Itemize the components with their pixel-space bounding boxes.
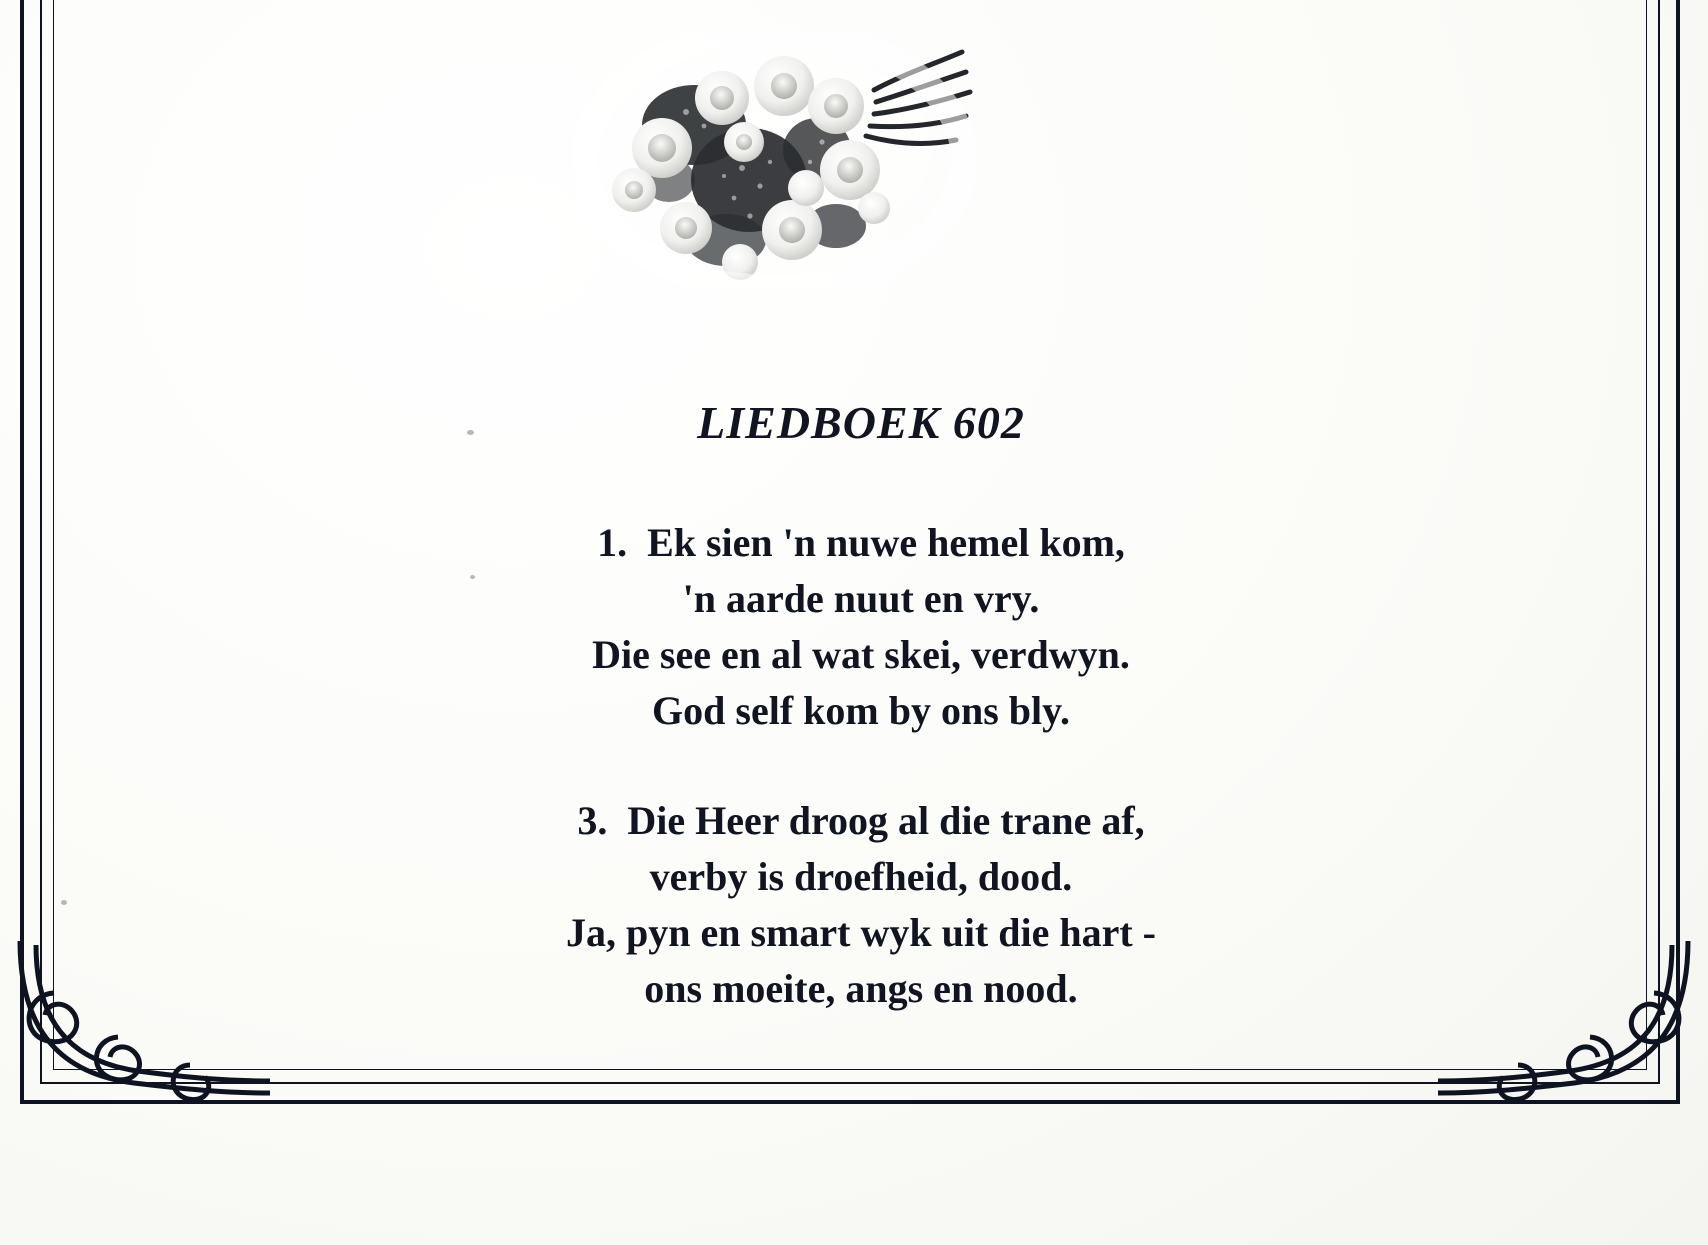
verse-3-line-2: verby is droefheid, dood. [649, 854, 1073, 899]
verse-1-line-1: 1. Ek sien 'n nuwe hemel kom, [597, 520, 1125, 565]
verse-3-line-3: Ja, pyn en smart wyk uit die hart - [565, 910, 1157, 955]
flower-bouquet-photo [574, 30, 994, 290]
hymn-content [0, 396, 1708, 1017]
verse-1-line-4: God self kom by ons bly. [652, 688, 1070, 733]
page-title: LIEDBOEK 602 [697, 397, 1025, 448]
verse-3 [0, 793, 1708, 1017]
verse-1 [0, 515, 1708, 739]
verse-3-line-1: 3. Die Heer droog al die trane af, [577, 798, 1145, 843]
verse-1-line-2: 'n aarde nuut en vry. [682, 576, 1040, 621]
verse-1-line-3: Die see en al wat skei, verdwyn. [592, 632, 1130, 677]
verse-3-line-4: ons moeite, angs en nood. [644, 966, 1078, 1011]
